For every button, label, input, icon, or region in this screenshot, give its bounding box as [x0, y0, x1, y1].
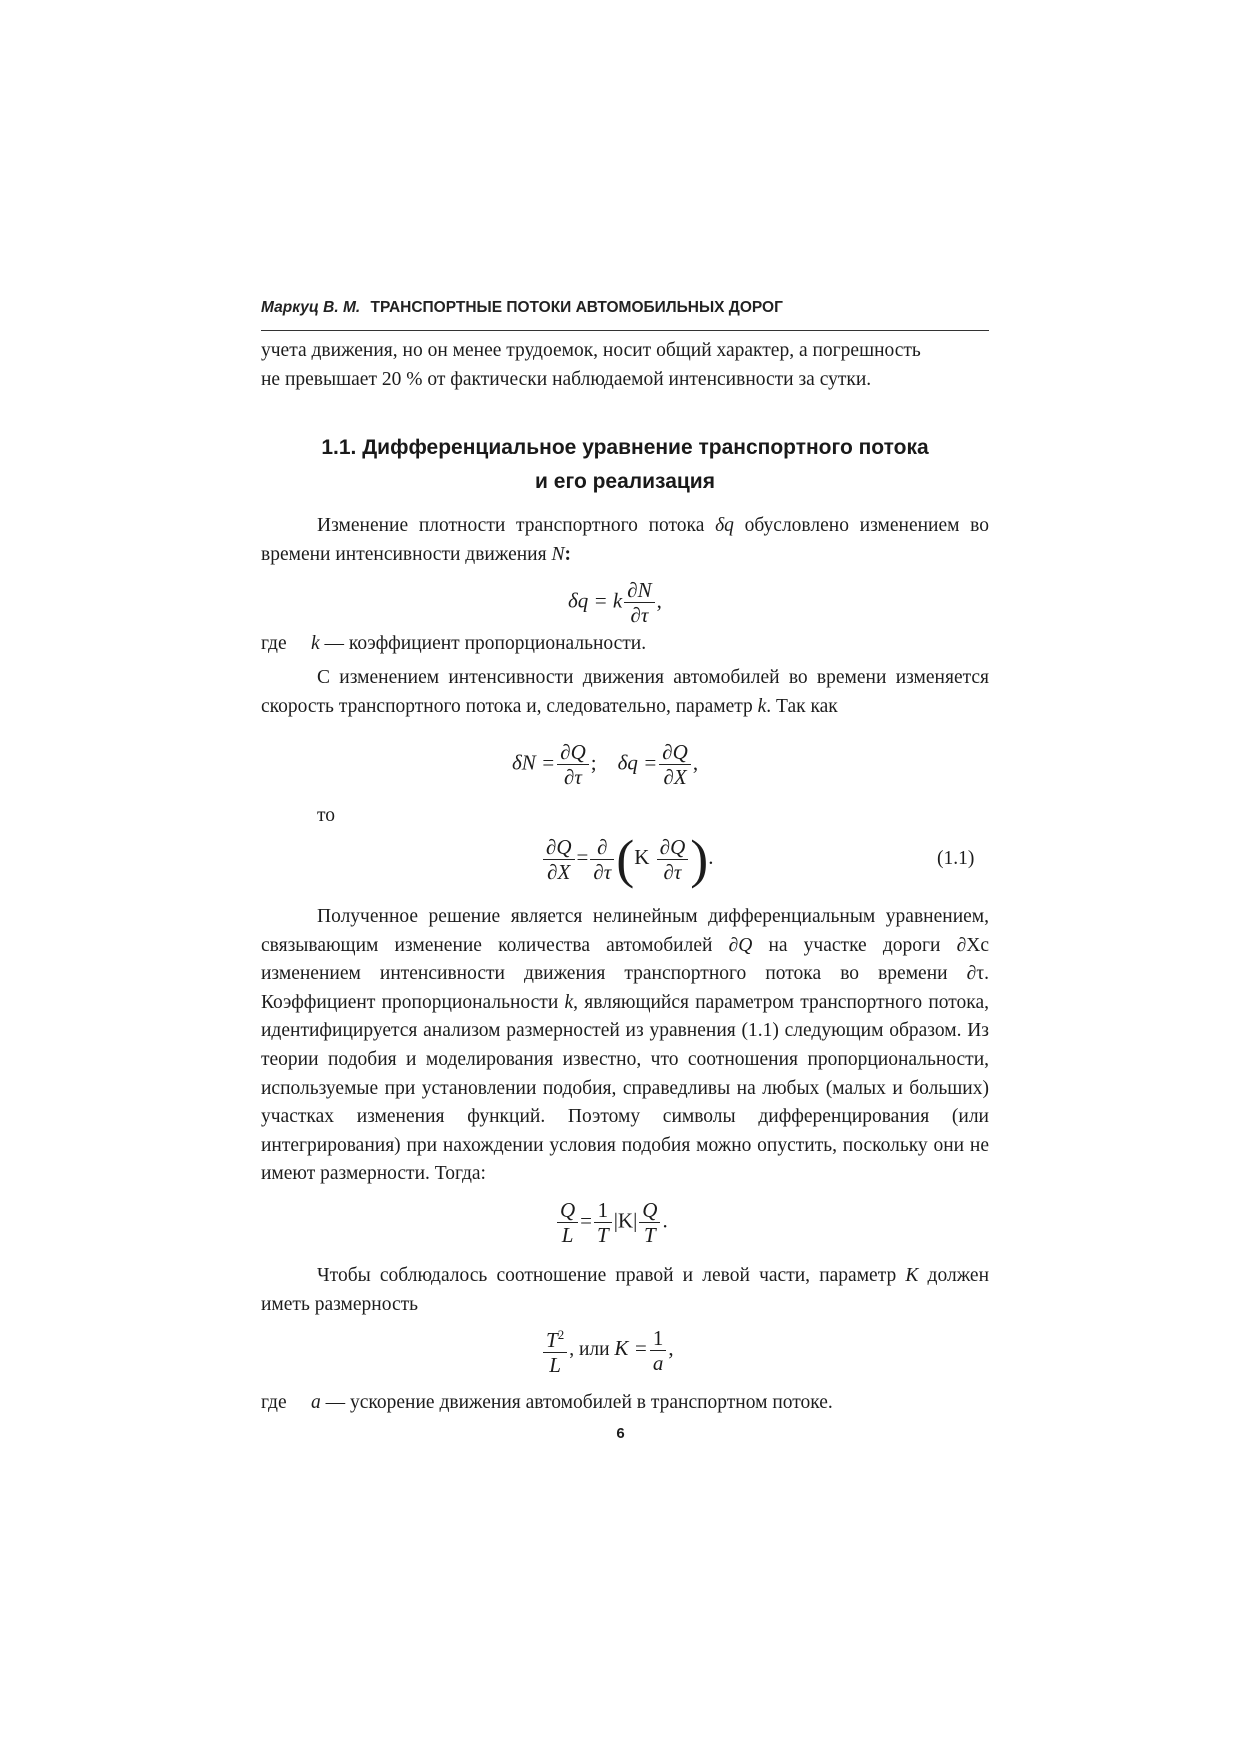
- f3-fraction-1: [543, 835, 575, 884]
- f3-numerator-3: ∂Q: [657, 835, 689, 860]
- f4-fraction-3: [639, 1198, 660, 1247]
- f3-denominator-3: ∂τ: [663, 859, 682, 884]
- f3-close-paren: ): [690, 829, 709, 889]
- f5-denominator-2: a: [652, 1350, 664, 1375]
- where-2-text: — ускорение движения автомобилей в транспортном потоке.: [320, 1392, 833, 1413]
- f3-open-paren: (: [616, 829, 635, 889]
- f5-numerator-1: [543, 1323, 567, 1353]
- f3-tail: .: [708, 844, 714, 869]
- section-heading-line-2: и его реализация: [535, 470, 715, 493]
- f1-lhs: δq: [568, 588, 589, 613]
- f1-fraction: [624, 578, 654, 627]
- f1-tail: ,: [656, 588, 662, 613]
- where-1: [261, 630, 989, 658]
- f2-denominator-2: ∂X: [663, 765, 687, 789]
- f5-fraction-2: [650, 1326, 667, 1375]
- f1-numerator: ∂N: [624, 578, 654, 603]
- intro-line-2: не превышает 20 % от фактически наблюдаемой интенсивности за сутки.: [261, 368, 872, 390]
- p4-symbol-k: K: [905, 1265, 919, 1286]
- f2-fraction-2: [659, 740, 691, 789]
- f2-numerator-2: ∂Q: [659, 740, 691, 765]
- f5-middle-text: , или: [569, 1338, 615, 1360]
- formula-3: [541, 829, 714, 889]
- f2-lhs-1: δN =: [512, 750, 556, 775]
- p1-symbol-dq: δq: [715, 515, 734, 536]
- f5-base: T: [546, 1328, 558, 1352]
- f2-separator: ;: [590, 750, 597, 775]
- where-2-symbol: a: [311, 1392, 321, 1413]
- f4-eq: =: [580, 1208, 593, 1233]
- paragraph-1: [261, 512, 989, 569]
- f4-denominator-3: T: [644, 1223, 656, 1247]
- header-rule: [261, 330, 989, 331]
- f4-tail: .: [662, 1208, 668, 1233]
- f4-numerator-2: 1: [594, 1198, 612, 1223]
- f2-fraction-1: [557, 740, 589, 789]
- f5-exponent: 2: [557, 1327, 565, 1342]
- formula-4: [555, 1198, 668, 1247]
- p1-symbol-n: N: [551, 543, 565, 565]
- where-2-label: где: [261, 1392, 287, 1413]
- f5-lhs: K =: [614, 1335, 648, 1360]
- p3-text-b: на участке дороги: [752, 934, 957, 956]
- f5-tail: ,: [668, 1335, 674, 1360]
- where-1-text: — коэффициент пропорциональности.: [319, 633, 647, 654]
- p2-text-a: С изменением интенсивности движения автомобилей во времени изменяется скорость транспортного потока и, следовательно, параметр: [261, 667, 989, 717]
- f1-eq: = k: [593, 588, 623, 613]
- f3-numerator-1: ∂Q: [543, 835, 575, 860]
- running-head: [261, 299, 989, 317]
- f2-tail: ,: [692, 750, 699, 775]
- p3-symbol-k: k: [564, 991, 574, 1013]
- p1-text-c: :: [564, 543, 571, 565]
- f5-numerator-2: 1: [650, 1326, 667, 1351]
- f4-fraction-2: [594, 1198, 612, 1247]
- p4-text-a: Чтобы соблюдалось соотношение правой и левой части, параметр: [317, 1265, 906, 1286]
- formula-5: [541, 1323, 674, 1377]
- running-head-author: Маркуц В. М.: [261, 299, 361, 316]
- p3-symbol-dq: ∂Q: [728, 934, 753, 956]
- f3-numerator-2: ∂: [590, 835, 614, 860]
- p1-text-b: обусловлено изменением во времени интенсивности движения: [261, 515, 989, 565]
- p1-text-a: Изменение плотности транспортного потока: [317, 515, 716, 536]
- p3-text-d: . Коэффициент пропорциональности: [261, 963, 989, 1013]
- f4-numerator-1: Q: [557, 1198, 578, 1223]
- f4-k-abs: |K|: [613, 1208, 638, 1233]
- f4-denominator-1: L: [561, 1223, 574, 1247]
- section-heading: [261, 431, 989, 499]
- p2-text-b: . Так как: [766, 695, 838, 717]
- p2-symbol-k: k: [757, 695, 767, 717]
- p3-symbol-dx: ∂X: [956, 934, 981, 956]
- f5-fraction-1: [543, 1323, 567, 1377]
- f3-fraction-2: [590, 835, 614, 884]
- where-2: [261, 1389, 989, 1417]
- f3-denominator-2: ∂τ: [593, 859, 612, 884]
- p3-text-e: , являющийся параметром транспортного потока, идентифицируется анализом размерностей из уравнения (1.1) следующим образом. Из теории подобия и моделирования известно, что соотношения пропорциональности, используемые при установлении подобия, справедливы на любых (малых и больших) участках изменения функций. Поэтому символы дифференцирования (или интегрирования) при нахождении условия подобия можно опустить, поскольку они не имеют размерности. Тогда:: [261, 991, 989, 1185]
- page-number: 6: [616, 1425, 625, 1442]
- p4-text-b: должен иметь размерность: [261, 1265, 990, 1315]
- f5-denominator-1: L: [549, 1353, 561, 1377]
- p3-symbol-dt: ∂τ: [966, 963, 985, 985]
- where-1-label: где: [261, 633, 287, 654]
- intro-line-1: учета движения, но он менее трудоемок, носит общий характер, а погрешность: [261, 340, 921, 361]
- f1-denominator: ∂τ: [630, 603, 649, 627]
- paragraph-3: [261, 903, 989, 1189]
- formula-2: [512, 740, 698, 789]
- f3-denominator-1: ∂X: [547, 859, 571, 884]
- formula-1: [568, 578, 662, 627]
- paragraph-2: [261, 664, 989, 721]
- intro-paragraph: [261, 337, 989, 394]
- f2-denominator-1: ∂τ: [564, 765, 582, 789]
- f4-fraction-1: [557, 1198, 578, 1247]
- f4-denominator-2: T: [597, 1223, 609, 1247]
- f3-eq: =: [576, 844, 589, 869]
- f2-numerator-1: ∂Q: [557, 740, 589, 765]
- where-1-symbol: k: [311, 633, 320, 654]
- f4-numerator-3: Q: [639, 1198, 660, 1223]
- p3-text-c: с изменением интенсивности движения транспортного потока во времени: [261, 934, 989, 985]
- p3-text-a: Полученное решение является нелинейным дифференциальным уравнением, связывающим изменение количества автомобилей: [261, 906, 989, 956]
- f2-lhs-2: δq =: [617, 750, 658, 775]
- paragraph-4: [261, 1262, 989, 1319]
- to-word: то: [317, 805, 336, 826]
- running-head-title: ТРАНСПОРТНЫЕ ПОТОКИ АВТОМОБИЛЬНЫХ ДОРОГ: [370, 299, 783, 316]
- f3-fraction-3: [657, 835, 689, 884]
- section-heading-line-1: 1.1. Дифференциальное уравнение транспортного потока: [321, 436, 929, 459]
- f3-k: K: [634, 844, 650, 869]
- equation-number: (1.1): [937, 848, 975, 869]
